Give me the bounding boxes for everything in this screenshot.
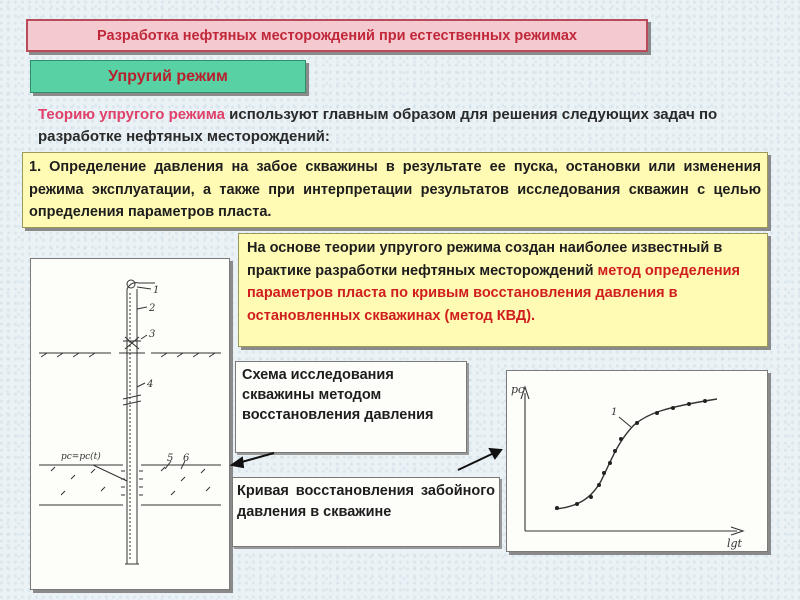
curve-xlabel: lgt (727, 537, 742, 550)
well-pressure-label: pc=pc(t) (61, 452, 101, 462)
mode-heading-text: Упругий режим (108, 67, 228, 85)
intro-rest: используют главным образом для решения следующих задач по разработке нефтяных месторождений: (38, 106, 718, 145)
well-label-2: 2 (149, 303, 156, 314)
curve-ylabel: pc (511, 383, 525, 396)
scheme-arrow (238, 453, 274, 463)
slide-title-text: Разработка нефтяных месторождений при естественных режимах (97, 27, 577, 44)
task-item-1-text: 1. Определение давления на забое скважины в результате ее пуска, остановки или изменения режима эксплуатации, а также при интерпретации результатов исследования скважин с целью определения параметров пласта. (29, 159, 761, 220)
scheme-arrow-head-icon (232, 458, 243, 467)
well-label-5: 5 (167, 453, 174, 464)
scheme-caption-text: Схема исследования скважины методом восстановления давления (242, 367, 434, 423)
well-label-6: 6 (183, 453, 190, 464)
intro-accent: Теорию упругого режима (38, 106, 225, 123)
well-label-1: 1 (153, 285, 160, 296)
method-note-text: На основе теории упругого режима создан наиболее известный в практике разработки нефтяных месторождений (247, 240, 723, 279)
curve-arrow (458, 453, 494, 470)
curve-caption-text: Кривая восстановления забойного давления в скважине (237, 483, 495, 520)
curve-arrow-head-icon (490, 449, 501, 458)
method-note-highlight: метод определения параметров пласта по кривым восстановления давления в остановленных скважинах (метод КВД). (247, 262, 740, 324)
curve-label: 1 (611, 407, 618, 418)
well-label-3: 3 (149, 329, 156, 340)
well-label-4: 4 (147, 379, 154, 390)
